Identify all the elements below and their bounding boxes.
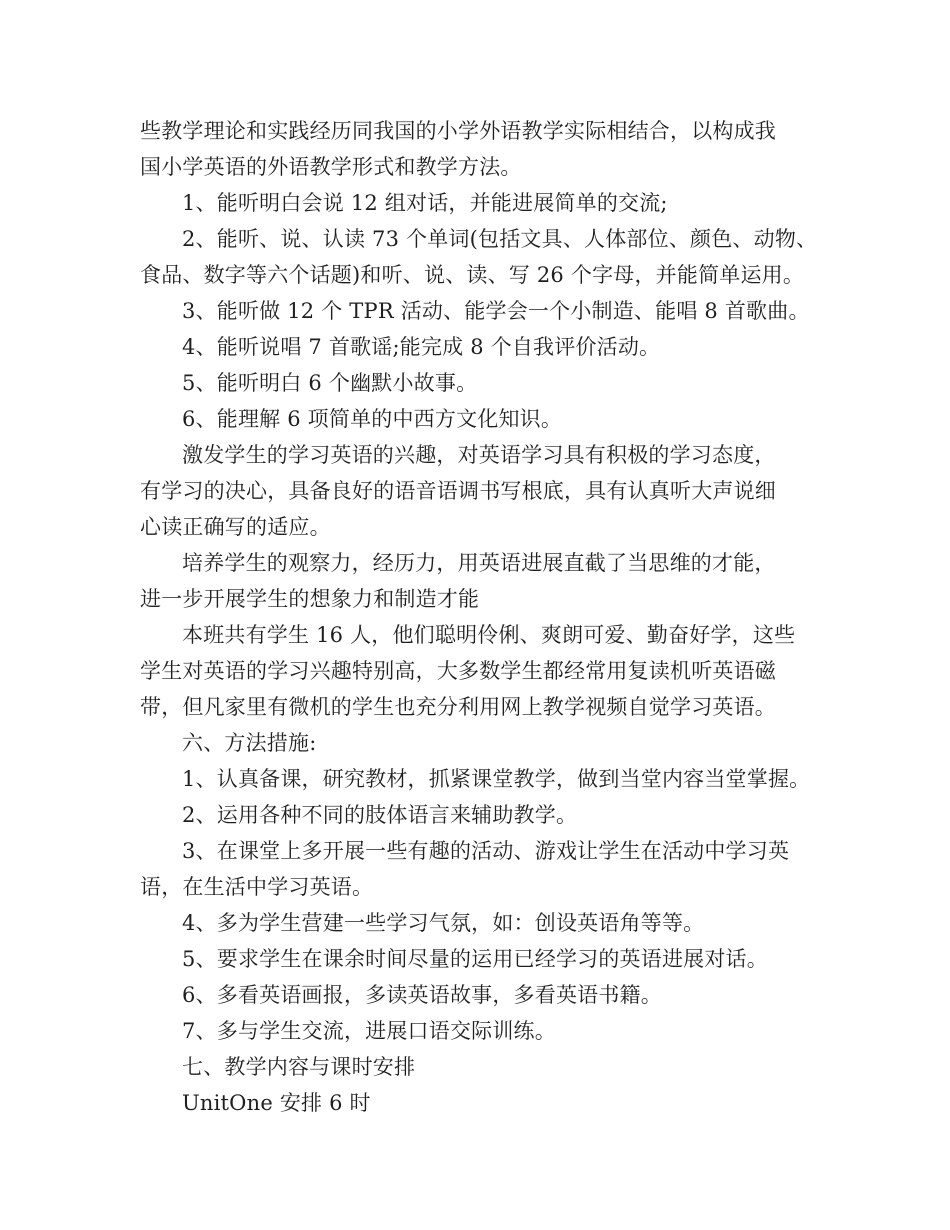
text-line: 学生对英语的学习兴趣特别高，大多数学生都经常用复读机听英语磁 [140,659,776,683]
unit-schedule-line: UnitOne 安排 6 时 [182,1091,371,1115]
list-item: 1、能听明白会说 12 组对话，并能进展简单的交流; [182,191,668,215]
section-heading: 六、方法措施: [182,731,317,755]
paragraph-line: 本班共有学生 16 人，他们聪明伶俐、爽朗可爱、勤奋好学，这些 [182,623,796,647]
list-item: 5、能听明白 6 个幽默小故事。 [182,371,478,395]
list-item: 1、认真备课，研究教材，抓紧课堂教学，做到当堂内容当堂掌握。 [182,767,811,791]
list-item: 2、运用各种不同的肢体语言来辅助教学。 [182,803,578,827]
text-line: 语，在生活中学习英语。 [140,875,374,899]
text-line: 食品、数字等六个话题)和听、说、读、写 26 个字母，并能简单运用。 [140,263,805,287]
text-line: 有学习的决心，具备良好的语音语调书写根底，具有认真听大声说细 [140,479,776,503]
text-line: 带，但凡家里有微机的学生也充分利用网上教学视频自觉学习英语。 [140,695,776,719]
list-item: 6、多看英语画报，多读英语故事，多看英语书籍。 [182,983,662,1007]
list-item: 5、要求学生在课余时间尽量的运用已经学习的英语进展对话。 [182,947,768,971]
list-item: 3、在课堂上多开展一些有趣的活动、游戏让学生在活动中学习英 [182,839,790,863]
section-heading: 七、教学内容与课时安排 [182,1055,416,1079]
text-line: 些教学理论和实践经历同我国的小学外语教学实际相结合，以构成我 [140,119,776,143]
list-item: 3、能听做 12 个 TPR 活动、能学会一个小制造、能唱 8 首歌曲。 [182,299,810,323]
list-item: 6、能理解 6 项简单的中西方文化知识。 [182,407,563,431]
list-item: 4、多为学生营建一些学习气氛，如：创设英语角等等。 [182,911,705,935]
text-line: 国小学英语的外语教学形式和教学方法。 [140,155,522,179]
paragraph-line: 培养学生的观察力，经历力，用英语进展直截了当思维的才能， [182,551,776,575]
paragraph-line: 激发学生的学习英语的兴趣，对英语学习具有积极的学习态度， [182,443,776,467]
list-item: 4、能听说唱 7 首歌谣;能完成 8 个自我评价活动。 [182,335,661,359]
text-line: 进一步开展学生的想象力和制造才能 [140,587,480,611]
list-item: 2、能听、说、认读 73 个单词(包括文具、人体部位、颜色、动物、 [182,227,818,251]
list-item: 7、多与学生交流，进展口语交际训练。 [182,1019,556,1043]
text-line: 心读正确写的适应。 [140,515,331,539]
